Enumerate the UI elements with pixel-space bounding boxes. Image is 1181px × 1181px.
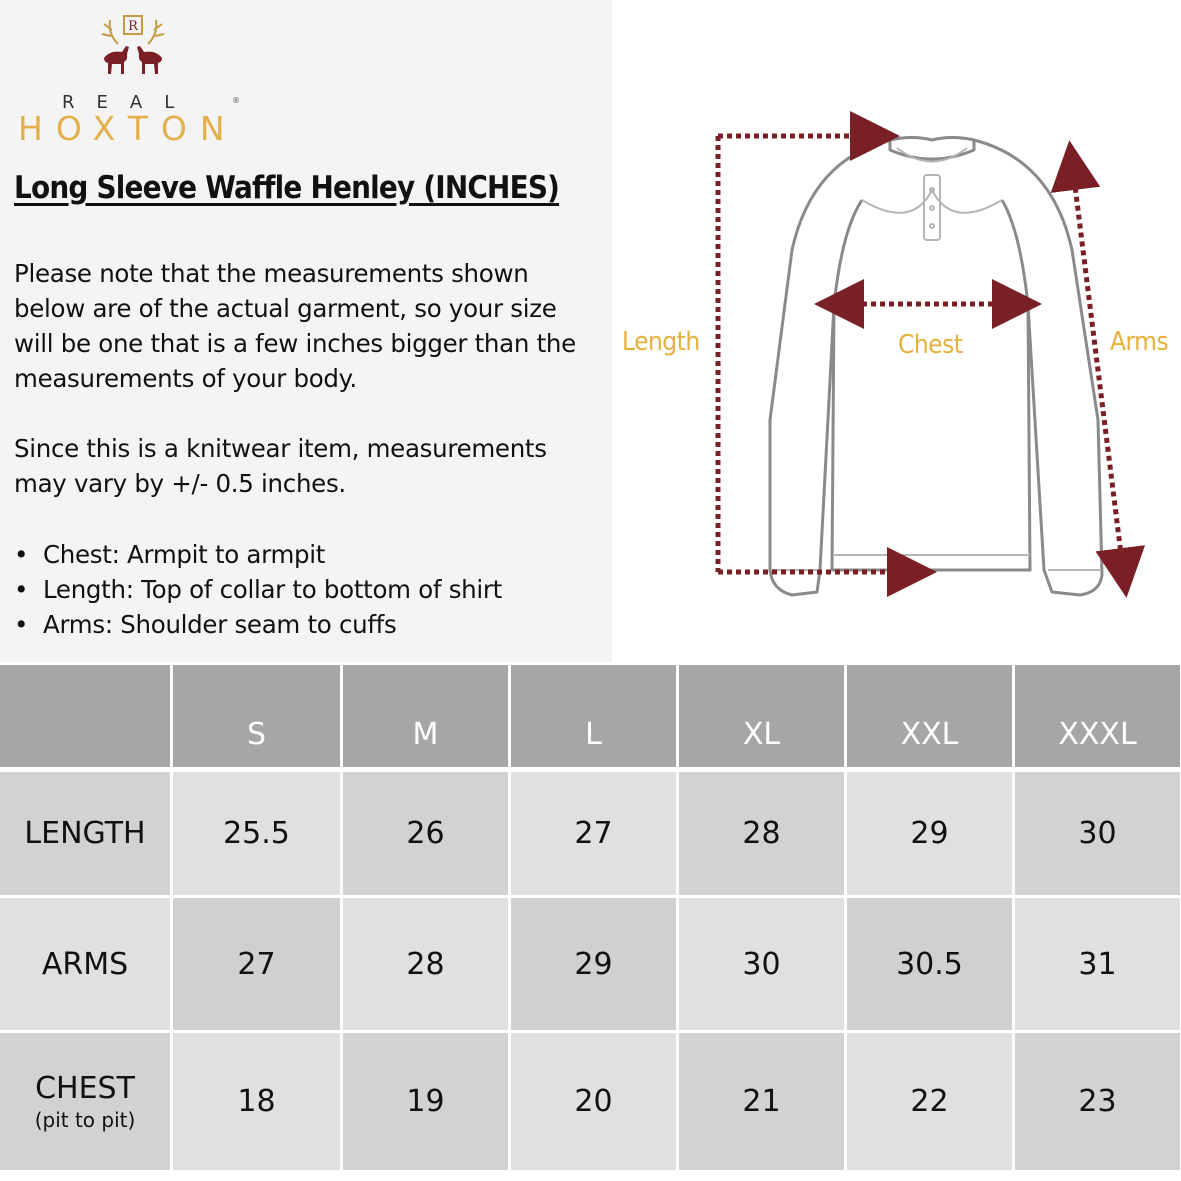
arms-label: Arms [1110,327,1169,357]
table-row [0,898,1180,1030]
row-label-chest: CHEST (pit to pit) [0,1033,170,1170]
size-header-s: S [173,665,340,767]
size-header-xl: XL [679,665,844,767]
table-cell: 27 [511,772,676,895]
table-cell: 30 [1015,772,1180,895]
size-header-m: M [343,665,508,767]
table-cell: 20 [511,1033,676,1170]
logo-word-hoxton: HOXTON [18,109,238,148]
table-row [0,1033,1180,1170]
list-item: • Arms: Shoulder seam to cuffs [14,607,502,642]
measurement-guide-list [14,537,502,642]
row-label-length: LENGTH [0,772,170,895]
header-corner-cell [0,665,170,767]
table-cell: 19 [343,1033,508,1170]
chest-label: Chest [898,330,963,360]
length-label: Length [622,327,700,357]
real-hoxton-logo [18,14,248,148]
stag-emblem-icon [98,14,168,76]
table-cell: 23 [1015,1033,1180,1170]
table-cell: 27 [173,898,340,1030]
table-cell: 26 [343,772,508,895]
table-cell: 30 [679,898,844,1030]
size-header-xxl: XXL [847,665,1012,767]
table-cell: 28 [343,898,508,1030]
row-sublabel: (pit to pit) [34,1108,136,1132]
table-cell: 22 [847,1033,1012,1170]
info-panel [0,0,612,662]
registered-mark: ® [232,96,240,105]
size-header-row [0,665,1180,767]
list-item: • Chest: Armpit to armpit [14,537,502,572]
table-cell: 25.5 [173,772,340,895]
table-cell: 29 [847,772,1012,895]
table-cell: 29 [511,898,676,1030]
measurement-note: Please note that the measurements shown below are of the actual garment, so your size will be one that is a few inches bigger than the measurements of your body. [14,259,576,393]
size-header-xxxl: XXXL [1015,665,1180,767]
table-cell: 30.5 [847,898,1012,1030]
knitwear-note: Since this is a knitwear item, measurements may vary by +/- 0.5 inches. [14,434,547,498]
table-row [0,772,1180,895]
table-cell: 18 [173,1033,340,1170]
logo-monogram: R [128,19,138,34]
size-header-l: L [511,665,676,767]
page-title: Long Sleeve Waffle Henley (INCHES) [14,170,560,206]
row-label-arms: ARMS [0,898,170,1030]
logo-word-real: REAL [62,92,197,113]
table-cell: 21 [679,1033,844,1170]
table-cell: 31 [1015,898,1180,1030]
size-chart-table [0,665,1181,1170]
list-item: • Length: Top of collar to bottom of shirt [14,572,502,607]
table-cell: 28 [679,772,844,895]
garment-diagram [612,0,1181,662]
